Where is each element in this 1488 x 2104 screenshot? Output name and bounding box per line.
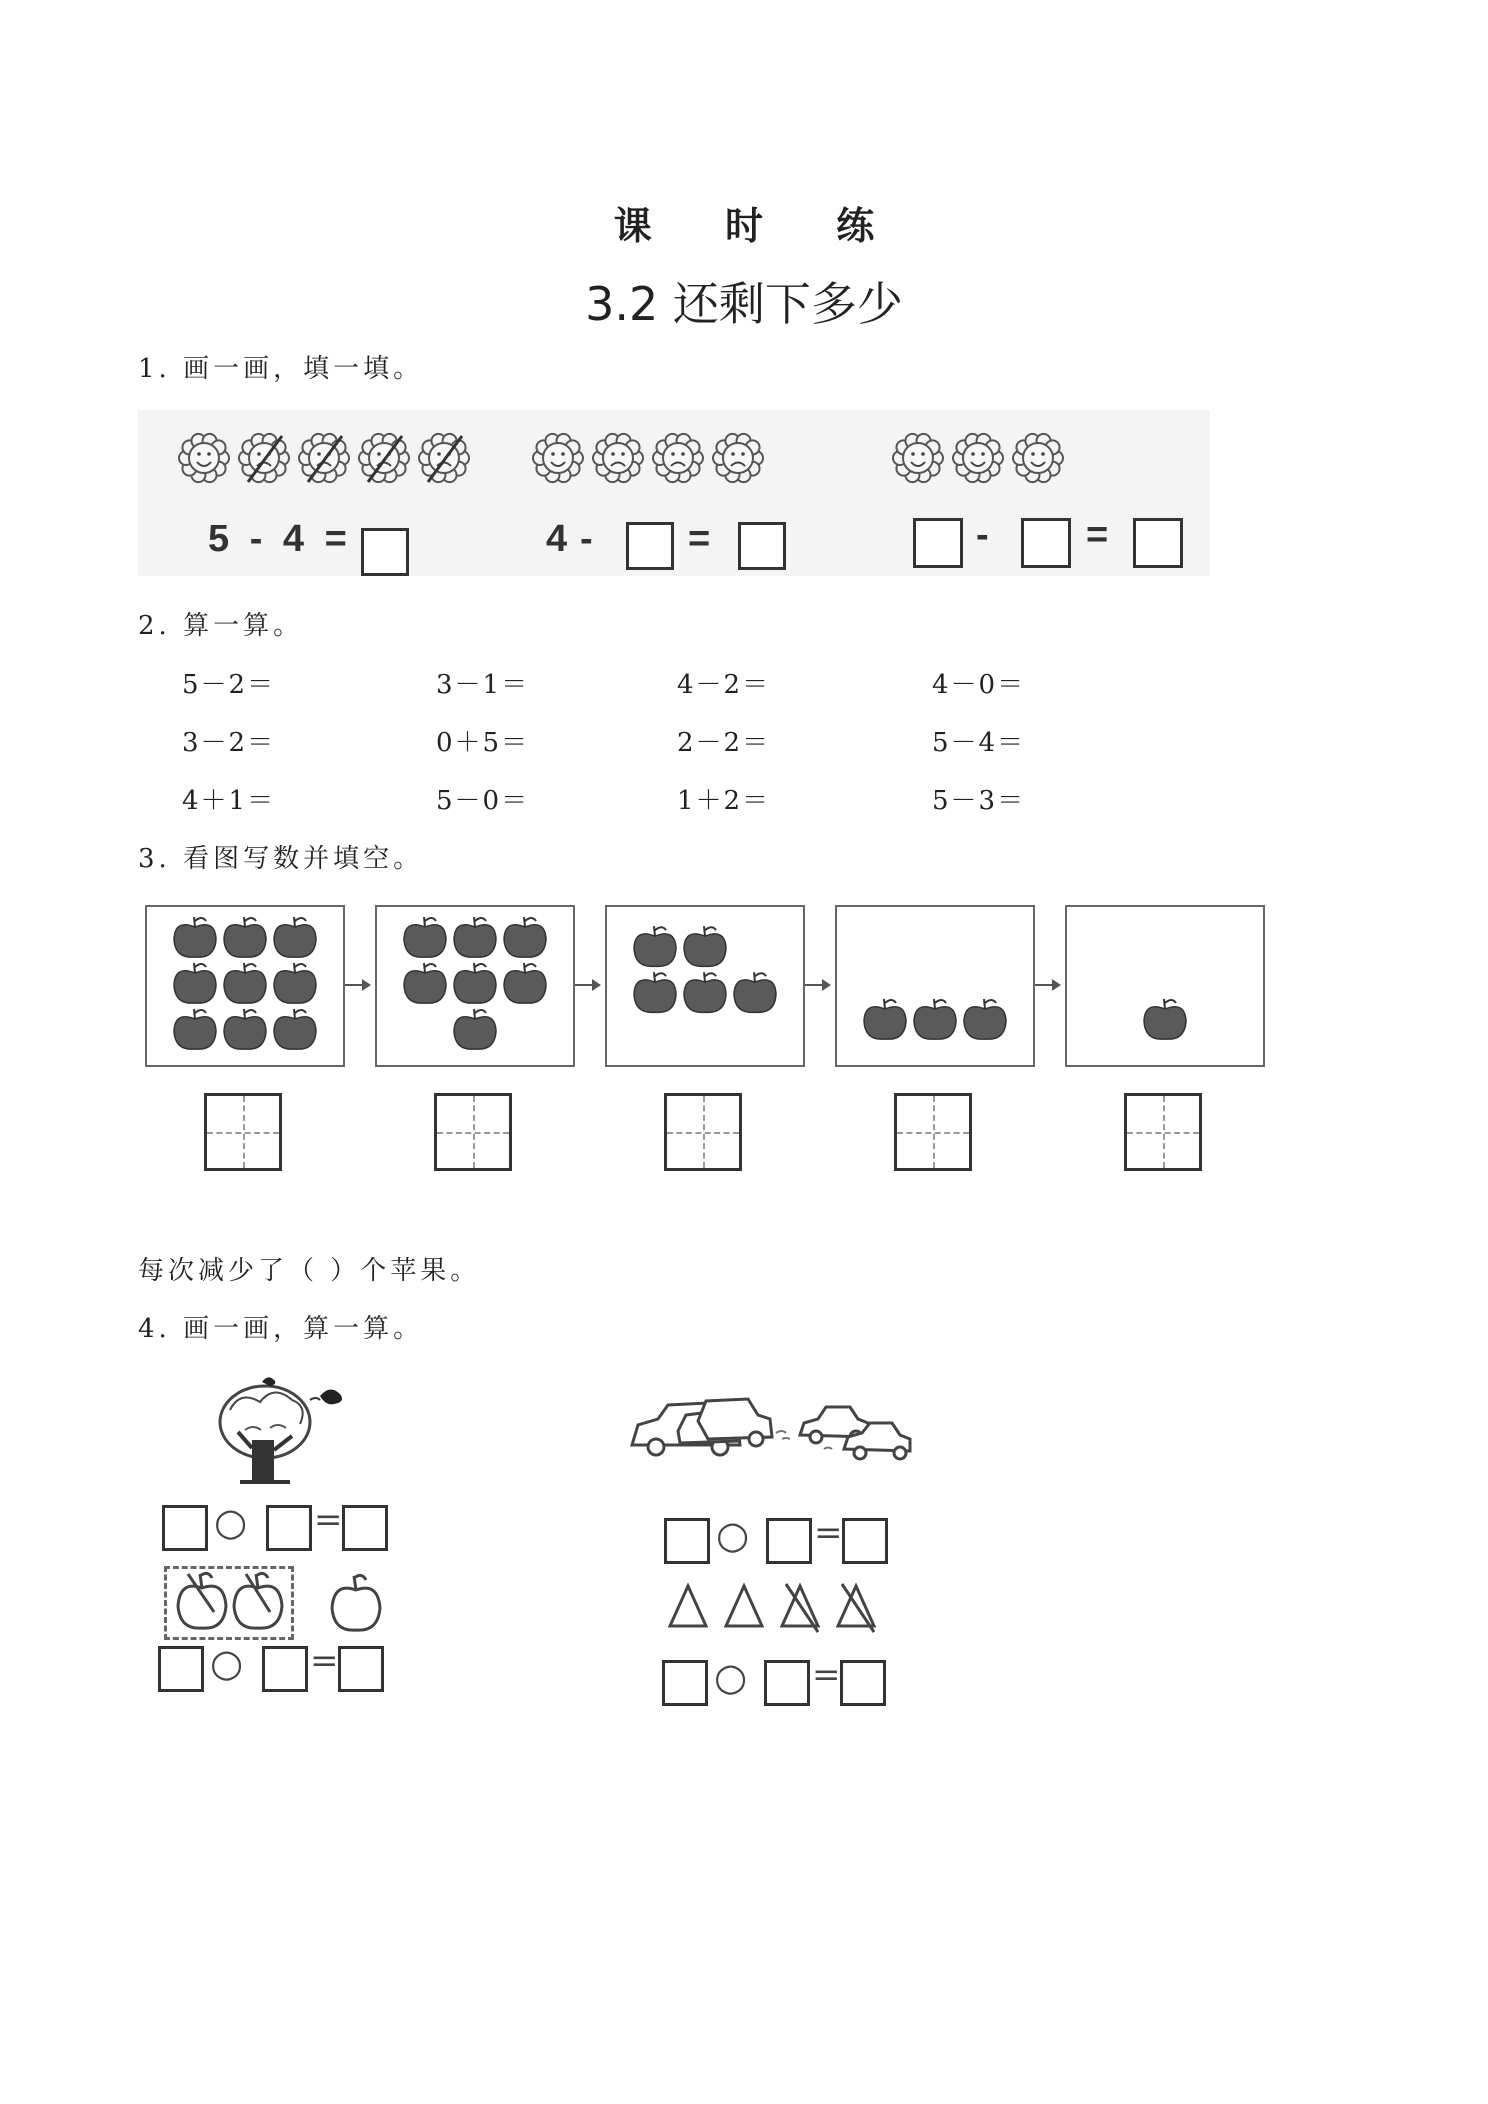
apple-icon <box>504 917 546 957</box>
apple-icon <box>224 1009 266 1049</box>
q4-right-r2-box-b[interactable] <box>764 1660 810 1706</box>
sequence-arrow <box>345 984 369 986</box>
number-writing-box[interactable] <box>434 1093 512 1171</box>
q4-right-r2-answer-box[interactable] <box>840 1660 886 1706</box>
q1-eq2-op: - <box>580 518 593 560</box>
flower-icon <box>713 434 763 482</box>
q1-eq1 <box>208 518 347 561</box>
apple-icon <box>174 1009 216 1049</box>
decrease-fill-sentence: 每次减少了（ ）个苹果。 <box>138 1256 481 1286</box>
q4-left-r1-box-a[interactable] <box>162 1505 208 1551</box>
flower-icon <box>299 434 349 482</box>
q1-eq3-box-a[interactable] <box>913 518 963 568</box>
q4-left-r1-operator-circle[interactable]: ○ <box>214 1500 248 1544</box>
number-writing-box[interactable] <box>204 1093 282 1171</box>
worksheet-header: 课 时 练 <box>613 204 905 248</box>
apple-icon <box>454 917 496 957</box>
apple-icon <box>634 972 676 1012</box>
q4-right-r2-operator-circle[interactable]: ○ <box>714 1655 748 1699</box>
q4-right-r1-box-b[interactable] <box>766 1518 812 1564</box>
q1-eq1-a: 5 <box>208 518 230 560</box>
q1-eq1-eq: = <box>324 518 347 560</box>
lesson-title: 3.2 还剩下多少 <box>585 277 903 331</box>
apple-icon <box>224 963 266 1003</box>
calc-2-3: 2－2＝ <box>677 728 771 758</box>
q4-left-r2-operator-circle[interactable]: ○ <box>210 1641 244 1685</box>
flower-icon <box>653 434 703 482</box>
calc-2-4: 5－4＝ <box>932 728 1026 758</box>
number-writing-box[interactable] <box>894 1093 972 1171</box>
apple-panel <box>375 905 575 1067</box>
q4-left-r2-answer-box[interactable] <box>338 1646 384 1692</box>
apple-icon <box>864 999 906 1039</box>
calc-1-3: 4－2＝ <box>677 670 771 700</box>
number-writing-box[interactable] <box>664 1093 742 1171</box>
q1-eq3-eq: = <box>1086 514 1109 556</box>
apple-icon <box>454 963 496 1003</box>
q1-eq2-answer-box[interactable] <box>738 522 786 570</box>
flower-icon <box>419 434 469 482</box>
q1-eq3-answer-box[interactable] <box>1133 518 1183 568</box>
sequence-arrow <box>575 984 599 986</box>
q4-right-r2-box-a[interactable] <box>662 1660 708 1706</box>
apple-icon <box>914 999 956 1039</box>
calc-3-1: 4＋1＝ <box>182 786 276 816</box>
apple-icon <box>684 972 726 1012</box>
apple-icon <box>404 963 446 1003</box>
number-writing-box[interactable] <box>1124 1093 1202 1171</box>
apple-icon <box>684 926 726 966</box>
flower-icon <box>239 434 289 482</box>
q1-eq3-op: - <box>976 514 989 556</box>
q4-left-apples <box>170 1568 390 1640</box>
apple-icon <box>274 963 316 1003</box>
q1-eq1-op: - <box>249 518 263 560</box>
calc-2-1: 3－2＝ <box>182 728 276 758</box>
apple-icon <box>504 963 546 1003</box>
apple-icon <box>174 917 216 957</box>
q4-right-r1-operator-circle[interactable]: ○ <box>716 1513 750 1557</box>
q4-left-r2-box-b[interactable] <box>262 1646 308 1692</box>
tree-birds-illustration <box>210 1370 370 1490</box>
apple-panel <box>145 905 345 1067</box>
calc-3-3: 1＋2＝ <box>677 786 771 816</box>
q1-eq2-box-b[interactable] <box>626 522 674 570</box>
apple-icon <box>964 999 1006 1039</box>
apple-icon <box>224 917 266 957</box>
apple-icon <box>404 917 446 957</box>
flower-icon <box>953 434 1003 482</box>
apple-panel <box>605 905 805 1067</box>
apple-panel <box>1065 905 1265 1067</box>
flower-icon <box>533 434 583 482</box>
q4-right-r1-equals: = <box>814 1513 843 1553</box>
q4-right-r1-answer-box[interactable] <box>842 1518 888 1564</box>
q1-eq1-answer-box[interactable] <box>361 528 409 576</box>
calc-2-2: 0＋5＝ <box>436 728 530 758</box>
calc-1-1: 5－2＝ <box>182 670 276 700</box>
q1-eq3-box-b[interactable] <box>1021 518 1071 568</box>
flower-icon <box>593 434 643 482</box>
q4-left-r2-equals: = <box>310 1641 339 1681</box>
apple-icon <box>634 926 676 966</box>
flower-icon <box>359 434 409 482</box>
apple-icon <box>734 972 776 1012</box>
calc-3-4: 5－3＝ <box>932 786 1026 816</box>
question-2-prompt: 2. 算一算。 <box>138 611 304 641</box>
q1-eq2-eq: = <box>688 518 711 560</box>
question-3-prompt: 3. 看图写数并填空。 <box>138 844 424 874</box>
apple-icon <box>454 1009 496 1049</box>
flower-icon <box>179 434 229 482</box>
apple-icon <box>174 963 216 1003</box>
q4-left-r1-box-b[interactable] <box>266 1505 312 1551</box>
q4-right-r2-equals: = <box>812 1655 841 1695</box>
question-4-prompt: 4. 画一画，算一算。 <box>138 1314 424 1344</box>
sequence-arrow <box>1035 984 1059 986</box>
calc-1-4: 4－0＝ <box>932 670 1026 700</box>
flower-icon <box>1013 434 1063 482</box>
flower-icon <box>893 434 943 482</box>
apple-panel <box>835 905 1035 1067</box>
question-1-prompt: 1. 画一画，填一填。 <box>138 354 424 384</box>
q4-left-r2-box-a[interactable] <box>158 1646 204 1692</box>
calc-3-2: 5－0＝ <box>436 786 530 816</box>
q1-eq1-b: 4 <box>282 518 305 560</box>
apple-icon <box>274 1009 316 1049</box>
cars-illustration <box>628 1385 918 1465</box>
question-1-figure <box>138 410 1210 576</box>
apple-icon <box>1144 999 1186 1039</box>
calc-1-2: 3－1＝ <box>436 670 530 700</box>
q4-right-triangles <box>668 1580 888 1636</box>
sequence-arrow <box>805 984 829 986</box>
q4-left-r1-equals: = <box>314 1500 343 1540</box>
q4-left-r1-answer-box[interactable] <box>342 1505 388 1551</box>
q4-right-r1-box-a[interactable] <box>664 1518 710 1564</box>
apple-icon <box>274 917 316 957</box>
q1-eq2-a: 4 <box>546 518 568 560</box>
